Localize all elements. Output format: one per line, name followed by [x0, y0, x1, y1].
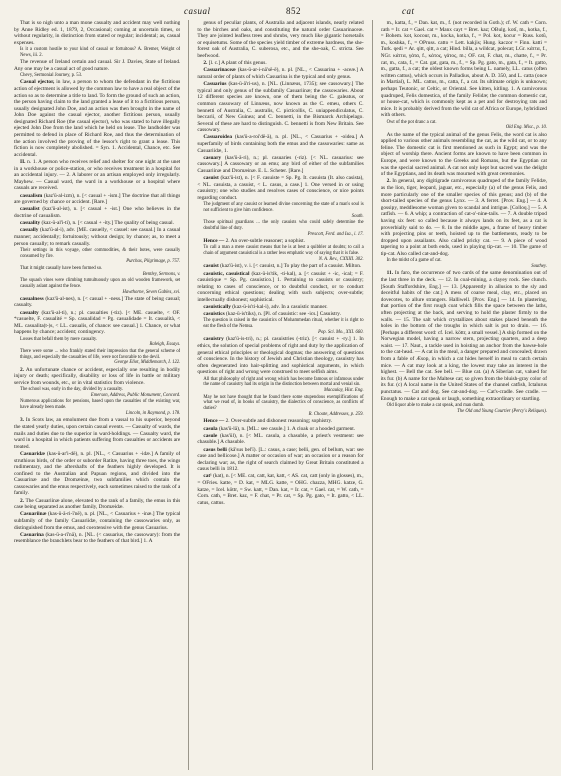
- headword: Casuarina: [20, 531, 44, 538]
- headword: casuistics: [203, 311, 225, 318]
- dictionary-entry: [197, 175, 363, 201]
- headword: casually: [20, 227, 39, 234]
- definition-text: m., katta, f., = Dan. kat, m., f. (not recorded in Goth.); cf. W. cath = Corn. cath = Ir. cat = Gael. cat = Manx cayt = Bret. kaz; OBulg. kotĭ, m., kotka, f., = Bohem. kot, kocour, m., kocka, kotka, f., = Pol. kot, kocur = Russ. kotŭ, m., koshka, f., = OPruss. catto = Lett. kakjis; Hung. kaczor = Finn. katti = Turk. qedi = Ar. qitt, qitt, a cat; Hind. billa, a wildcat, polecat; LGr. κάττα, f., NGr. κάττα, γάτα, f., κάτος, γάτος, m.; OF. cat, F. chat, m., chatte, f., = Pr. cat, m., cata, f., = Cat. gat, gata, m., f., = Sp. Pg. gato, m., gata, f., = It. gatto, m., gatta, f., a cat; the oldest known forms being L. namely, LL. catus (often written cattus), which occurs in Palladius, about A. D. 350, and L. catta (once in Martial), L. ML. cattus, m., catta, f., a cat. Its ultimate origin is unknown; perhaps Teutonic, or Celtic, or Oriental. See kitten, kitling. 1. A carnivorous quadruped, Felis domestica, of the family Felidæ; the common domestic cat, or house-cat, which is commonly kept as a pet and for destroying rats and mice. It is probably derived from the wild cat of Africa or Europe, hybridized with others.: [380, 20, 547, 119]
- headword: casuist: [203, 175, 219, 182]
- quotation-text: Old liquor able to make a cat speak, and man dumb.: [386, 402, 485, 408]
- dictionary-entry: [197, 155, 363, 175]
- headword: casus belli: [203, 446, 227, 453]
- definition-text: In general, any digitigrade carnivorous quadruped of the family Felidæ, as the lion, tiger, leopard, jaguar, etc., especially (a) of the genus Felis, and more particularly one of the smaller species of this genus; and (b) of the short-tailed species of the genus Lynx. — 3. A ferret. [Prov. Eng.] — 4. A gossipy, meddlesome woman given to scandal and intrigue. [Colloq.] — 5. A catfish. — 6. A whip; a contraction of cat-o'-nine-tails. — 7. A double tripod having six feet: so called because it always lands on its feet, as a cat is proverbially said to do. — 8. In the middle ages, a frame of heavy timber with projecting pins or teeth, hoisted up to the battlements, ready to be dropped upon assailants. Also called pricky cat. — 9. A piece of wood tapering to a point at both ends, used in playing tip-cat. — 10. The game of tip-cat. Also called cat-and-dog.: [380, 178, 547, 257]
- quotation-source: The Old and Young Courtier (Percy's Reliques).: [457, 408, 547, 414]
- dictionary-entry: [14, 220, 180, 227]
- definition-text: (kas'ū-ā-ri), n.; pl. casuaries (-riz). [< NL. casuarius: see cassowary.] A cassowary or an emu; any bird of either of the subfamilies Casuariinæ and Dromæinæ. E. L. Scheter. [Rare.]: [197, 154, 364, 175]
- definition-text: (kas-ū-ar'i-dē), n. pl. [NL., < Casuarius + -idæ.] A family of struthious birds, of the order or suborder Ratitæ, having three toes, the wings rudimentary, and the aftershafts of the feathers highly developed. It is confined to the Australian and Papuan regions, and divided into the Casuarinæ and the Dromæinæ, two subfamilies which contain the cassowaries and the emus respectively, each sometimes raised to the rank of a family.: [14, 450, 181, 497]
- dictionary-entry: [14, 159, 180, 192]
- quotation-source: Emerson, Address, Public Monument, Concord.: [90, 392, 181, 398]
- quotation-source: Prescott, Ferd. and Isa., i. 17.: [307, 231, 364, 237]
- headword: Hence —: [203, 238, 225, 245]
- definition-text: (kaz-ū-is'tik, -ti-kal), a. [< casuist + -ic, -ical; = F. casuistique = Sp. Pg. casuistico.] 1. Pertaining to casuists or casuistry; relating to cases of conscience, or to doubtful conduct, or to conduct concerning ethical questions; dealing with such subjects; over-subtle; intellectually dishonest; sophistical.: [197, 270, 364, 303]
- quotation-text: Those spiritual guardians ... the only casuists who could safely determine the doubtful line of duty.: [203, 220, 364, 231]
- headword: 3.: [20, 417, 25, 424]
- quotation-text: Is it a custom hostile to your kind of casual or fortuitous? A. Bremer, Weight of News, iii. 2.: [20, 46, 181, 58]
- definition-text: genus of peculiar plants, of Australia and adjacent islands, nearly related to the birches and oaks, and constituting the natural order Casuarinaceæ. They are jointed leafless trees and shrubs, very much like gigantic horsetails or equisetums. Some of the species yield timber of extreme hardness, the she-forest oak of Australia, C. suberosa, etc., and the she-oak, C. stricta. See beefwood.: [197, 20, 364, 59]
- dictionary-entry: [381, 178, 547, 257]
- page-number: 852: [286, 6, 301, 16]
- dictionary-entry: [14, 20, 180, 46]
- dictionary-entry: [197, 447, 363, 473]
- quotation: [197, 318, 363, 335]
- quotation: [381, 120, 547, 132]
- definition-text: (kas'ūl), n. [< ML. casula, a chasuble, a priest's vestment: see chasuble.] A chasuble.: [197, 432, 364, 446]
- definition-text: (kas-ū-a-rī'nä), n. [NL. (< casuarius, the cassowary): from the resemblance the branchlets bear to the feathers of that bird.] 1. A: [14, 531, 181, 545]
- quotation: [197, 245, 363, 262]
- quotation-source: Purchas, Pilgrimage, p. 757.: [126, 259, 181, 265]
- definition-text: (kas'ū-lä), n. [ML.: see casule.] 1. A cloak or a hooded garment.: [218, 425, 356, 432]
- dictionary-entry: [14, 532, 180, 545]
- quotation-text: The question is raised in the casuistics of Mohammedan ritual, whether it is right to eat the flesh of the Nemsa.: [203, 318, 364, 330]
- quotation-source: Lincoln, in Raymond, p. 178.: [125, 410, 181, 416]
- definition-text: (kaz'ū-ist), v. i. [< casuist, n.] To play the part of a casuist. Milton.: [220, 263, 362, 270]
- column-2: [197, 20, 363, 770]
- quotation-text: Chevy, Sermonial Journey, p. 53.: [20, 72, 83, 78]
- definition-text: That is so nigh unto a man mone casualty and accident may well nothing by Anne Ridley ed. 1, 1879, 2, Occasional; coming at uncertain times, or without regularity, in distinction from stated or regular; incidental; as, casual expenses.: [14, 20, 181, 46]
- headword: casula: [203, 425, 218, 432]
- quotation-text: All that philosophy of right and wrong which has become famous or infamous under the name of casuistry had its origin in the distinction between mortal and venial sin.: [203, 376, 364, 388]
- definition-text: In faro, the occurrence of two cards of the same denomination out of the last three in the deck. — 12. In coal-mining, a clayey rock. See clunch. [South Staffordshire, Eng.] — 13. [Apparently in allusion to the sly and deceitful habits of the cat.] A mess of coarse meal, clay, etc., placed on dovecotes, to allure strangers. Halliwell. [Prov. Eng.] — 14. In plastering, that portion of the first rough coat which fills the space between the laths, often projecting at the back, and serving to hold the plaster firmly to the walls. — 15. The salt which crystallizes about stakes placed beneath the holes in the bottom of the troughs in which salt is put to drain. — 16. [Perhaps a different word: cf. Icel. köttr, a small vessel.] A ship formed on the Norwegian model, having a narrow stern, projecting quarters, and a deep waist. — 17. Naut., a tackle used in hoisting an anchor from the hawse-hole to the cat-head. — A cat in the meal, a danger prepared and concealed; drawn from a fable of Æsop, in which a cat hides herself in meal to catch certain mice. — A cat may look at a king, the lowest may take an interest in the highest. — Bell the cat. See bell. — Blue cat. (a) A Siberian cat, valued for its fur. (b) A name for the Maltese cat; so given from the bluish-gray color of its fur. (c) A local name in the United States of the channel catfish, Ictalurus punctatus. — Cat and dog. See cat-and-dog. — Cat's-cradle. See cradle. — Enough to make a cat speak or laugh, something extraordinary or startling.: [380, 270, 547, 402]
- dictionary-entry: [381, 20, 547, 119]
- definition-text: (kaz-ū-is'tiks), n. [Pl. of casuistic: see -ics.] Casuistry.: [226, 311, 341, 318]
- quotation-source: Raleigh, Essays.: [149, 342, 181, 348]
- quotation-text: Numerous applications for pensions, based upon the casualties of the existing war, have already been made.: [20, 399, 181, 411]
- dictionary-entry: [197, 336, 363, 376]
- definition-text: [l. c.] A plant of this genus.: [208, 60, 267, 67]
- dictionary-entry: [14, 367, 180, 387]
- definition-text: As the name of the typical animal of the genus Felis, the word cat is also applied to various other animals resembling the cat, as the wild cat, or to any feline. The domestic cat is first mentioned as such in Egypt; and was the object of worship there. Ancient forms are known to have been common in Europe, and were known to the Greeks and Romans, but the Egyptian cat was the special sacred animal. A cat not only kept but sacred was the delight of the Egyptians, and its death was mourned with great ceremonies.: [380, 131, 547, 178]
- quotation-source: George Eliot, Middlemarch, I. 122.: [114, 360, 181, 366]
- definition-text: 2. An over-subtle reasoner; a sophist.: [225, 238, 305, 245]
- definition-text: (kat), n. [< ME. cat, catt, kat, katt, < AS. cat, catt (only in glosses), m., = OFries. katte, = D. kat, = MLG. katte, = OHG. chazza, MHG. katze, G. katze, = Icel. köttr, = Sw. katt, = Dan. kat, = Ir. cat, = Gael. cat, = W. cath, = Corn. cath, = Bret. kaz, = F. chat, = Pr. cat, = Sp. Pg. gato, = It. gatto, < LL. catus, cattus.: [197, 473, 364, 506]
- headword: casuary: [203, 154, 222, 161]
- headword: 2.: [386, 178, 391, 185]
- quotation: [197, 395, 363, 418]
- quotation-text: The judgment of any casuist or learned divine concerning the state of a man's soul is not sufficient to give him confidence.: [203, 202, 364, 213]
- quotation: [381, 258, 547, 270]
- quotation: [14, 337, 180, 349]
- definition-text: (kā'sus bel'ī). [L.: casus, a case; belli, gen. of bellum, war: see case and bellicose.] A matter or occasion of war; an occasion or a reason for declaring war; as, the right of search claimed by Great Britain constituted a casus belli in 1812.: [197, 446, 364, 473]
- headword: casualist: [20, 206, 40, 213]
- column-1: [14, 20, 180, 770]
- headword: casuistic, casuistical: [203, 270, 250, 277]
- quotation-text: That it might casually have been formed so.: [20, 265, 103, 271]
- dictionary-entry: [14, 310, 180, 336]
- quotation: [14, 278, 180, 295]
- right-guide-word: cat: [402, 6, 415, 16]
- definition-text: (kaz-ū-al'i-ti), n. [< casual + -ity.] The quality of being casual.: [41, 220, 174, 227]
- dictionary-entry: [14, 193, 180, 206]
- dictionary-entry: [197, 426, 363, 433]
- columns-container: [14, 20, 547, 770]
- quotation-text: Their settings in this voyage, other commodities, & their botes, were casually consumed by fire.: [20, 247, 181, 259]
- quotation-text: In the midst of a game of cat.: [386, 258, 442, 264]
- headword: Casual ejector,: [20, 79, 55, 86]
- definition-text: (kaz'ū-al-ist), n. [< casual + -ist.] One who believes in the doctrine of casualism.: [14, 206, 181, 219]
- dictionary-entry: [197, 473, 363, 506]
- quotation: [14, 266, 180, 278]
- dictionary-entry: [14, 296, 180, 309]
- definition-text: (kas-ū-ā'ri-us), n. [NL. (Linnæus, 1735); see cassowary.] The typical and only genus of the subfamily Casuariinæ; the cassowaries. About 12 different species are known, one of them being the C. galeatus, or common cassowary of Linnæus, now known as the C. emeu, others C. bennetti of Australia, C. australis, C. picticollis, C. uniappendiculatus, C. beccarii, of New Guinea; and C. bennetti, in the Bismarck Archipelago. Several of these are hard to distinguish. C. bennetti is from New Britain. See cassowary.: [197, 81, 364, 134]
- definition-text: (kaz'ū-ist), n. [< F. casuiste = Sp. Pg. It. casuista (It. also casista), < NL. casuista, a casuist, < L. casus, a case.] 1. One versed in or using casuistry; one who studies and resolves cases of conscience, or nice points regarding conduct.: [197, 175, 364, 201]
- quotation-source: Bentley, Sermons, v.: [142, 271, 181, 277]
- definition-text: n. 1. A person who receives relief and shelter for one night at the unet in a workhouse or police-station, or who receives treatment in a hospital for an accidental injury. — 2. A laborer or an artisan employed only irregularly. Mayhew. — Casual ward, the ward in a workhouse or a hospital where casuals are received.: [14, 159, 181, 192]
- headword: Casuaroidea: [203, 134, 233, 141]
- dictionary-entry: [14, 206, 180, 219]
- definition-text: (kas-ū-ar-i-nā'sē-ē), n. pl. [NL., < Casuarina + -aceæ.] A natural order of plants of which Casuarina is the typical and only genus.: [197, 67, 364, 80]
- quotation: [14, 248, 180, 265]
- quotation: [14, 399, 180, 416]
- definition-text: in law, a person to whom the defendant in the fictitious action of ejectment is allowed by the common law to have a real object of the action so as to determine a title to land. To form the ground of such an action, the person having claim to the land granted a lease of it to a fictitious person, usually designated John Doe, and an action was then brought in the name of John Doe against the casual ejector, another fictitious person, usually designated Richard Roe (the casual ejector), who was stated to have illegally ejected John Doe from the land which he held on lease. The landholder was permitted to defend in place of Richard Roe, and thus the determination of the action involved the proving of the lessor's right to grant a lease. This fiction is now completely abolished. = Syn. 1. Accidental, Chance, etc. See accidental.: [14, 79, 181, 158]
- quotation-source: Southey.: [531, 263, 547, 269]
- definition-text: The Casuariinæ alone, elevated to the rank of a family, the emus in this case being separated as another family, Dromæidæ.: [14, 497, 181, 511]
- quotation-source: R. Choate, Addresses, p. 259.: [308, 411, 364, 417]
- dictionary-entry: [14, 417, 180, 450]
- dictionary-entry: [14, 59, 180, 72]
- definition-text: (kaz'ū-is-tri), n.; pl. casuistries (-triz). [< casuist + -ry.] 1. In ethics, the solution of special problems of right and duty by the application of general ethical principles or theological dogmas; the answering of questions of conscience. In the history of Jewish and Christian theology, casuistry has often degenerated into hair-splitting and sophistical arguments, in which questions of right and wrong were construed to meet selfish aims.: [197, 336, 364, 376]
- dictionary-entry: [197, 311, 363, 318]
- definition-text: (kaz'ū-al-i), adv. [ME. casuelly, < casuel: see casual.] In a casual manner; accidentally; fortuitously; without design; by chance; as, to meet a person casually; to remark casually.: [14, 227, 181, 247]
- dictionary-entry: [197, 134, 363, 154]
- column-divider: [372, 20, 373, 770]
- quotation-text: To call a man a mere casuist means that he is at best a quibbler at doubts; to call a chain of argument casuistical is a rather less emphatic way of saying that it is false.: [203, 245, 364, 257]
- definition-text: (kas'ū-a-roi'dē-ä), n. pl. [NL., < Casuarius + -oidea.] A superfamily of birds containing both the emus and the cassowaries: same as Casuariidæ, 1.: [197, 134, 364, 154]
- headword: 2.: [203, 60, 208, 67]
- headword: casualness: [20, 295, 44, 302]
- quotation-text: There were some ... who frankly stated their impression that the general scheme of things, and especially the casualties of life, were not favorable to the devil.: [20, 348, 181, 360]
- quotation-source: South.: [351, 213, 364, 219]
- dictionary-entry: [14, 79, 180, 158]
- headword: 2.: [20, 366, 25, 373]
- definition-text: The revenue of Ireland certain and casual. Sir J. Davies, State of Ireland. Any one may be a casual act of good nature.: [14, 59, 181, 72]
- dictionary-entry: [197, 60, 363, 67]
- quotation: [14, 73, 180, 79]
- quotation: [14, 387, 180, 399]
- headword: Casuarinaceæ: [203, 67, 236, 74]
- quotation-text: The school was, early in the day, divided by a casualty.: [20, 387, 124, 393]
- definition-text: An unfortunate chance or accident, especially one resulting in bodily injury or death; specifically, disability or loss of life in battle or military service from wounds, etc., or in vital statistics from violence.: [14, 366, 181, 386]
- definition-text: (kaz'ū-al-izm), n. [< casual + -ism.] The doctrine that all things are governed by chance or accident. [Rare.]: [14, 192, 181, 206]
- dictionary-entry: [197, 238, 363, 245]
- quotation-text: Owt of the pot dranc a cat.: [386, 119, 437, 125]
- quotation: [197, 377, 363, 394]
- dictionary-entry: [197, 304, 363, 311]
- headword: II.: [20, 159, 26, 166]
- definition-text: (kaz-ū-is'ti-kal-i), adv. In a casuistic manner.: [232, 304, 328, 311]
- headword: Hence —: [203, 418, 225, 425]
- quotation-text: Losses that befall them by mere casualty.: [20, 336, 98, 342]
- definition-text: (kas-ū-ā-ri-ī'nē), n. pl. [NL., < Casuarius + -inæ.] The typical subfamily of the family Casuariidæ, containing the cassowaries only, as distinguished from the emus, and coextensive with the genus Casuarius.: [14, 511, 181, 531]
- dictionary-entry: [197, 418, 363, 425]
- dictionary-entry: [197, 271, 363, 304]
- quotation-source: Old Eng. Misc., p. 10.: [505, 125, 547, 131]
- quotation-source: Hawthorne, Seven Gables, xvi.: [122, 289, 181, 295]
- quotation: [381, 403, 547, 415]
- quotation-text: The squash vines were climbing tumultuously upon an old wooden framework, set casually aslant against the fence.: [20, 277, 181, 289]
- headword: Casuariinæ: [20, 511, 47, 518]
- left-guide-word: casual: [184, 6, 211, 16]
- headword: 2.: [20, 497, 25, 504]
- quotation-source: Macaulay, Hist. Eng.: [323, 388, 364, 394]
- dictionary-entry: [14, 451, 180, 497]
- dictionary-entry: [197, 433, 363, 446]
- column-3: [381, 20, 547, 770]
- headword: 11.: [386, 270, 394, 277]
- dictionary-entry: [381, 132, 547, 178]
- headword: casuistically: [203, 304, 231, 311]
- definition-text: (kaz'ū-al-ti), n.; pl. casualties (-tiz). [< ME. casuelte, < OF. *casuelte, F. casualité = Sp. casualidad = Pg. casualidade = It. casualità, < ML. casualita(t-)s, < LL. casualis, of chance: see casual.] 1. Chance, or what happens by chance; accident; contingency.: [14, 309, 181, 336]
- quotation-source: Pop. Sci. Mo., XXI. 660.: [318, 330, 364, 336]
- quotation: [197, 202, 363, 219]
- headword: casule: [203, 432, 218, 439]
- dictionary-entry: [14, 498, 180, 511]
- dictionary-entry: [381, 270, 547, 402]
- dictionary-entry: [197, 67, 363, 80]
- headword: Casuaridæ: [20, 450, 45, 457]
- headword: cat¹: [203, 473, 212, 480]
- dictionary-entry: [14, 227, 180, 247]
- headword: casuist: [203, 263, 219, 270]
- headword: casuistry: [203, 336, 224, 343]
- dictionary-entry: [197, 263, 363, 270]
- dictionary-entry: [14, 511, 180, 531]
- definition-text: 2. Over-subtle and dishonest reasoning; sophistry.: [225, 418, 333, 425]
- definition-text: (kaz'ū-al-nes), n. [< casual + -ness.] The state of being casual; casualty.: [14, 295, 181, 309]
- page-header: [14, 6, 547, 18]
- headword: casualty: [20, 309, 39, 316]
- definition-text: In Scots law, an emolument due from a vassal to his superior, beyond the stated yearly duties, upon certain casual events. — Casualty of wards, the mails and duties due to the superior in ward-holdings. — Casualty ward, the ward in a hospital in which patients suffering from casualties or accidents are treated.: [14, 417, 181, 450]
- headword: Casuarius: [203, 81, 227, 88]
- quotation-text: May he not have thought that he found there some stupendous exemplifications of what we read of, in books of casuistry, the dialectics of conscience, as conflicts of duties?: [203, 394, 364, 412]
- headword: casuality: [20, 220, 41, 227]
- quotation: [197, 220, 363, 237]
- column-divider: [188, 20, 189, 770]
- dictionary-entry: [197, 81, 363, 134]
- quotation: [14, 349, 180, 366]
- quotation: [14, 47, 180, 59]
- headword: casualism: [20, 192, 43, 199]
- dictionary-entry: [197, 20, 363, 60]
- quotation-source: N. A. Rev., CXXIII. 302.: [318, 256, 364, 262]
